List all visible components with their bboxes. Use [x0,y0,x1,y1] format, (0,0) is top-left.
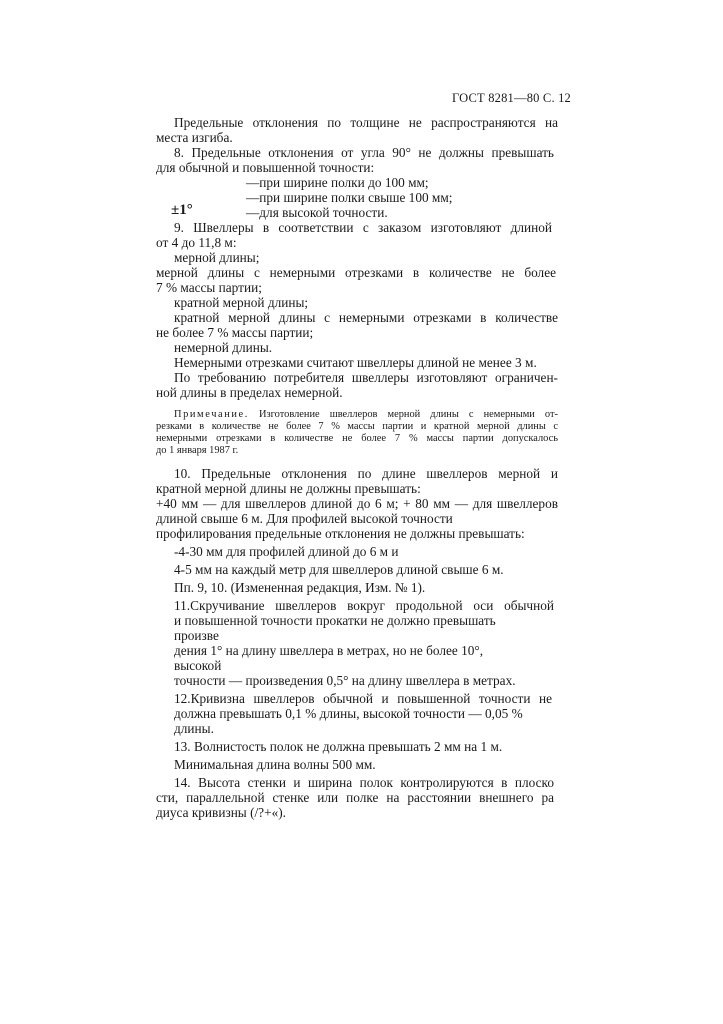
text-line: 9. Швеллеры в соответствии с заказом изготовляют длиной [174,220,552,235]
text-line: мерной длины; [174,250,260,265]
text-line: 13. Волнистость полок не должна превышать 2 мм на 1 м. [174,739,503,754]
text-line: кратной мерной длины; [174,295,309,310]
text-line: -4-30 мм для профилей длиной до 6 м и [174,544,399,559]
plus-minus-value: ±1° [171,202,193,218]
text-line: сти, параллельной стенке или полке на расстоянии внешнего ра [156,790,554,805]
note-label: Примечание. [174,409,249,420]
text-line: —для высокой точности. [246,205,388,220]
text-line: Минимальная длина волны 500 мм. [174,757,376,772]
text-line: Немерными отрезками считают швеллеры длиной не менее 3 м. [174,355,537,370]
text-line: длины. [174,721,214,736]
text-line: 11.Скручивание швеллеров вокруг продольной оси обычной [174,598,554,613]
text-line: кратной мерной длины не должны превышать: [156,481,421,496]
text-line: и повышенной точности прокатки не должно превышать [174,613,496,628]
text-line: 8. Предельные отклонения от угла 90° не должны превышать [174,145,554,160]
text-line: произве [174,628,219,643]
text-line: диуса кривизны (/?+«). [156,805,286,820]
text-line: длиной свыше 6 м. Для профилей высокой точности [156,511,453,526]
note-line [174,409,558,421]
page-header: ГОСТ 8281—80 С. 12 [452,91,572,105]
note-text: Изготовление швеллеров мерной длины с немерными от- [259,409,558,420]
note-line: немерными отрезками в количестве не более 7 % массы партии допускалось [156,433,558,444]
text-line: 14. Высота стенки и ширина полок контролируются в плоско [174,775,554,790]
text-line: высокой [174,658,222,673]
text-line: —при ширине полки до 100 мм; [246,175,429,190]
text-line: 10. Предельные отклонения по длине швеллеров мерной и [174,466,558,481]
text-line: для обычной и повышенной точности: [156,160,375,175]
text-line: +40 мм — для швеллеров длиной до 6 м; + 80 мм — для швеллеров [156,496,558,511]
text-line: ной длины в пределах немерной. [156,385,343,400]
text-line: профилирования предельные отклонения не должны превышать: [156,526,525,541]
text-line: —при ширине полки свыше 100 мм; [246,190,453,205]
text-line: от 4 до 11,8 м: [156,235,237,250]
text-line: Пп. 9, 10. (Измененная редакция, Изм. № 1). [174,580,426,595]
text-line: Предельные отклонения по толщине не распространяются на [174,115,558,130]
text-line: 7 % массы партии; [156,280,262,295]
text-line: 12.Кривизна швеллеров обычной и повышенной точности не [174,691,552,706]
text-line: не более 7 % массы партии; [156,325,314,340]
note-line: до 1 января 1987 г. [156,445,239,456]
text-line: точности — произведения 0,5° на длину швеллера в метрах. [174,673,516,688]
text-line: По требованию потребителя швеллеры изготовляют ограничен- [174,370,558,385]
text-line: должна превышать 0,1 % длины, высокой точности — 0,05 % [174,706,523,721]
text-line: мерной длины с немерными отрезками в количестве не более [156,265,556,280]
text-line: дения 1° на длину швеллера в метрах, но не более 10°, [174,643,484,658]
text-line: кратной мерной длины с немерными отрезками в количестве [174,310,558,325]
note-line: резками в количестве не более 7 % массы партии и кратной мерной длины с [156,421,558,432]
text-line: 4-5 мм на каждый метр для швеллеров длиной свыше 6 м. [174,562,504,577]
text-line: немерной длины. [174,340,273,355]
text-line: места изгиба. [156,130,233,145]
